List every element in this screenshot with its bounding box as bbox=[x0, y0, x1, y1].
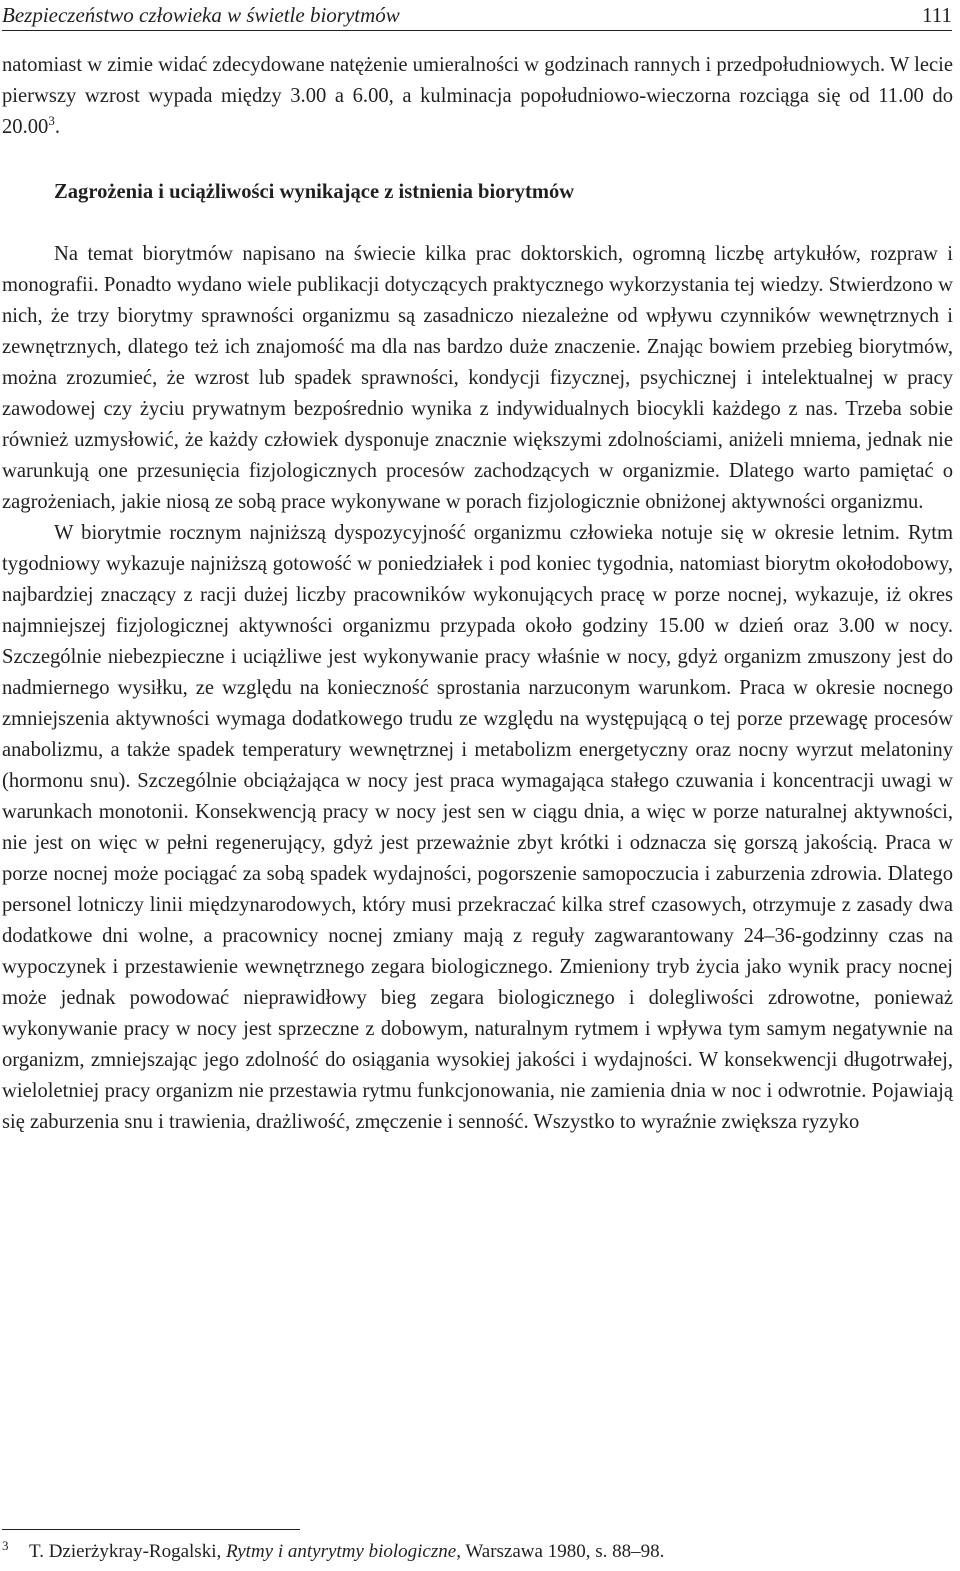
page-number: 111 bbox=[922, 3, 952, 27]
footnote-details: , Warszawa 1980, s. 88–98. bbox=[456, 1541, 665, 1562]
footnote-author: T. Dzierżykray-Rogalski, bbox=[29, 1541, 222, 1562]
section-heading: Zagrożenia i uciążliwości wynikające z istnienia biorytmów bbox=[54, 181, 575, 203]
footnote-title: Rytmy i antyrytmy biologiczne bbox=[225, 1541, 457, 1562]
running-title: Bezpieczeństwo człowieka w świetle biorytmów bbox=[2, 3, 400, 27]
footnote-text bbox=[29, 1538, 664, 1566]
footnote-rule bbox=[2, 1529, 300, 1530]
intro-text: natomiast w zimie widać zdecydowane natężenie umieralności w godzinach rannych i przedpołudniowych. W lecie pierwszy wzrost wypada między 3.00 a 6.00, a kulminacja popołudniowo-wieczorna rozciąga się od 11.00 do 20.00 bbox=[2, 54, 953, 138]
body-text bbox=[2, 50, 953, 1138]
footnote-reference: 3 bbox=[48, 113, 55, 128]
footnote-number: 3 bbox=[2, 1538, 9, 1553]
paragraph-2: W biorytmie rocznym najniższą dyspozycyjność organizmu człowieka notuje się w okresie letnim. Rytm tygodniowy wykazuje najniższą gotowość w poniedziałek i pod koniec tygodnia, natomiast biorytm okołodobowy, najbardziej znaczący z racji dużej liczby pracowników wykonujących pracę w porze nocnej, wykazuje, iż okres najmniejszej fizjologicznej aktywności organizmu przypada około godziny 15.00 w dzień oraz 3.00 w nocy. Szczególnie niebezpieczne i uciążliwe jest wykonywanie pracy właśnie w nocy, gdyż organizm zmuszony jest do nadmiernego wysiłku, ze względu na konieczność sprostania narzuconym warunkom. Praca w okresie nocnego zmniejszenia aktywności wymaga dodatkowego trudu ze względu na występującą o tej porze przewagę procesów anabolizmu, a także spadek temperatury wewnętrznej i metabolizm energetyczny oraz nocny wyrzut melatoniny (hormonu snu). Szczególnie obciążająca w nocy jest praca wymagająca stałego czuwania i koncentracji uwagi w warunkach monotonii. Konsekwencją pracy w nocy jest sen w ciągu dnia, a więc w porze naturalnej aktywności, nie jest on więc w pełni regenerujący, gdyż jest przeważnie zbyt krótki i odznacza się gorszą jakością. Praca w porze nocnej może pociągać za sobą spadek wydajności, pogorszenie samopoczucia i zaburzenia zdrowia. Dlatego personel lotniczy linii międzynarodowych, który musi przekraczać kilka stref czasowych, otrzymuje z zasady dwa dodatkowe dni wolne, a pracownicy nocnej zmiany mają z reguły zagwarantowany 24–36-godzinny czas na wypoczynek i przestawienie wewnętrznego zegara biologicznego. Zmieniony tryb życia jako wynik pracy nocnej może jednak powodować nieprawidłowy bieg zegara biologicznego i dolegliwości zdrowotne, ponieważ wykonywanie pracy w nocy jest sprzeczne z dobowym, naturalnym rytmem i wpływa tym samym negatywnie na organizm, zmniejszając jego zdolność do osiągania wysokiej jakości i wydajności. W konsekwencji długotrwałej, wieloletniej pracy organizm nie przestawia rytmu funkcjonowania, nie zamienia dnia w noc i odwrotnie. Pojawiają się zaburzenia snu i trawienia, drażliwość, zmęczenie i senność. Wszystko to wyraźnie zwiększa ryzyko bbox=[2, 522, 953, 1133]
paragraph-1: Na temat biorytmów napisano na świecie kilka prac doktorskich, ogromną liczbę artykułów, rozpraw i monografii. Ponadto wydano wiele publikacji dotyczących praktycznego wykorzystania tej wiedzy. Stwierdzono w nich, że trzy biorytmy sprawności organizmu są zasadniczo niezależne od wpływu czynników wewnętrznych i zewnętrznych, dlatego też ich znajomość ma dla nas bardzo duże znaczenie. Znając bowiem przebieg biorytmów, można zrozumieć, że wzrost lub spadek sprawności, kondycji fizycznej, psychicznej i intelektualnej w pracy zawodowej czy życiu prywatnym bezpośrednio wynika z indywidualnych biocykli każdego z nas. Trzeba sobie również uzmysłowić, że każdy człowiek dysponuje znacznie większymi zdolnościami, aniżeli mniema, jednak nie warunkują one przesunięcia fizjologicznych procesów zachodzących w organizmie. Dlatego warto pamiętać o zagrożeniach, jakie niosą ze sobą prace wykonywane w porach fizjologicznie obniżonej aktywności organizmu. bbox=[2, 243, 953, 513]
running-head bbox=[2, 2, 952, 31]
intro-paragraph bbox=[2, 50, 953, 143]
intro-end: . bbox=[54, 116, 60, 138]
